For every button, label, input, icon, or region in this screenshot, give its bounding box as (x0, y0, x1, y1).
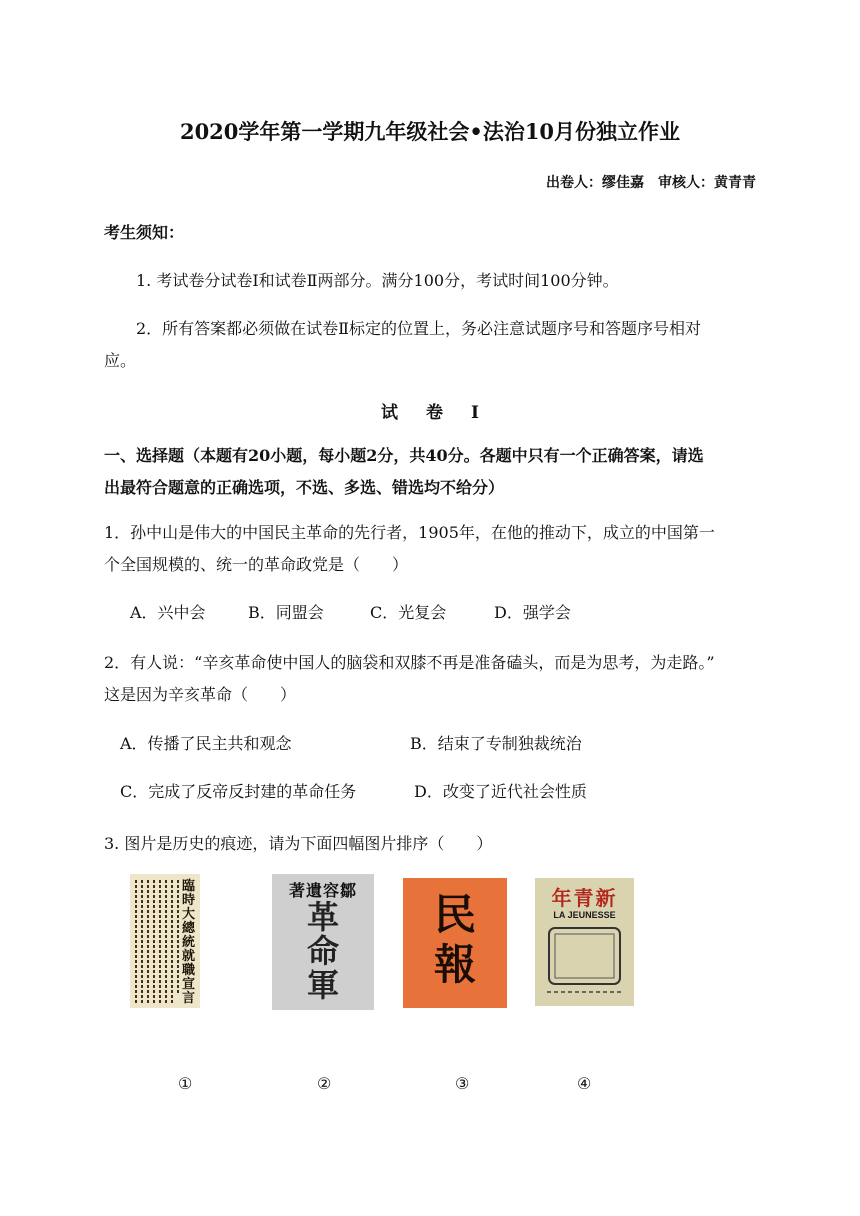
image-3-label: ③ (455, 1074, 470, 1093)
min-bao-char-1: 民 (433, 890, 476, 939)
revolutionary-army-title (272, 900, 374, 1002)
image-2-revolutionary-army (272, 874, 374, 1010)
image-1-label: ① (178, 1074, 193, 1093)
q2-option-a[interactable]: A．传播了民主共和观念 (120, 734, 292, 753)
section-title-b: 卷 (426, 403, 444, 423)
part1-instructions-line1: 一、选择题（本题有20小题，每小题2分，共40分。各题中只有一个正确答案，请选 (104, 446, 704, 465)
image-3-min-bao (403, 878, 507, 1008)
q1-line2: 个全国规模的、统一的革命政党是（ ） (104, 555, 409, 574)
q2-option-c[interactable]: C．完成了反帝反封建的革命任务 (120, 782, 357, 801)
notice-title: 考生须知： (104, 223, 185, 242)
image-1-proclamation (130, 874, 200, 1008)
q2-line1: 2．有人说：“辛亥革命使中国人的脑袋和双膝不再是准备磕头，而是为思考，为走路。” (104, 653, 715, 672)
section-title-a: 试 (381, 403, 399, 423)
q3-line1: 3. 图片是历史的痕迹，请为下面四幅图片排序（ ） (104, 834, 493, 853)
min-bao-char-2: 報 (433, 940, 476, 989)
part1-instructions-line2: 出最符合题意的正确选项，不选、多选、错选均不给分） (104, 478, 505, 497)
revolutionary-army-char-1: 革 (306, 898, 339, 936)
q1-line1: 1．孙中山是伟大的中国民主革命的先行者，1905年，在他的推动下，成立的中国第一 (104, 523, 715, 542)
image-4-label: ④ (577, 1074, 592, 1093)
notice-item-1: 1. 考试卷分试卷Ⅰ和试卷Ⅱ两部分。满分100分，考试时间100分钟。 (136, 271, 619, 290)
authors-line: 出卷人：缪佳嘉 审核人：黄青青 (546, 175, 756, 191)
image-4-new-youth (535, 878, 634, 1006)
q2-line2: 这是因为辛亥革命（ ） (104, 685, 297, 704)
new-youth-frame (535, 878, 634, 1006)
q1-option-c[interactable]: C．光复会 (370, 603, 447, 622)
q1-option-b[interactable]: B．同盟会 (248, 603, 324, 622)
notice-item-2-line1: 2．所有答案都必须做在试卷Ⅱ标定的位置上，务必注意试题序号和答题序号相对 (136, 319, 702, 338)
revolutionary-army-char-3: 軍 (306, 966, 339, 1004)
section-title (0, 398, 860, 423)
proclamation-heading: 臨時大總統就職宣言 (182, 879, 196, 1006)
new-youth-title: 年青新 (551, 886, 618, 910)
image-2-label: ② (317, 1074, 332, 1093)
q2-option-d[interactable]: D．改变了近代社会性质 (414, 782, 587, 801)
section-title-c: Ⅰ (471, 403, 479, 423)
revolutionary-army-char-2: 命 (306, 932, 339, 970)
notice-item-2-line2: 应。 (104, 351, 137, 370)
min-bao-title (403, 890, 507, 990)
page-title: 2020学年第一学期九年级社会•法治10月份独立作业 (179, 119, 681, 144)
revolutionary-army-top-text: 著遺容鄒 (288, 881, 357, 900)
new-youth-subtitle: LA JEUNESSE (553, 910, 616, 920)
q2-option-b[interactable]: B．结束了专制独裁统治 (410, 734, 582, 753)
q1-option-a[interactable]: A．兴中会 (130, 603, 206, 622)
q1-option-d[interactable]: D．强学会 (494, 603, 571, 622)
